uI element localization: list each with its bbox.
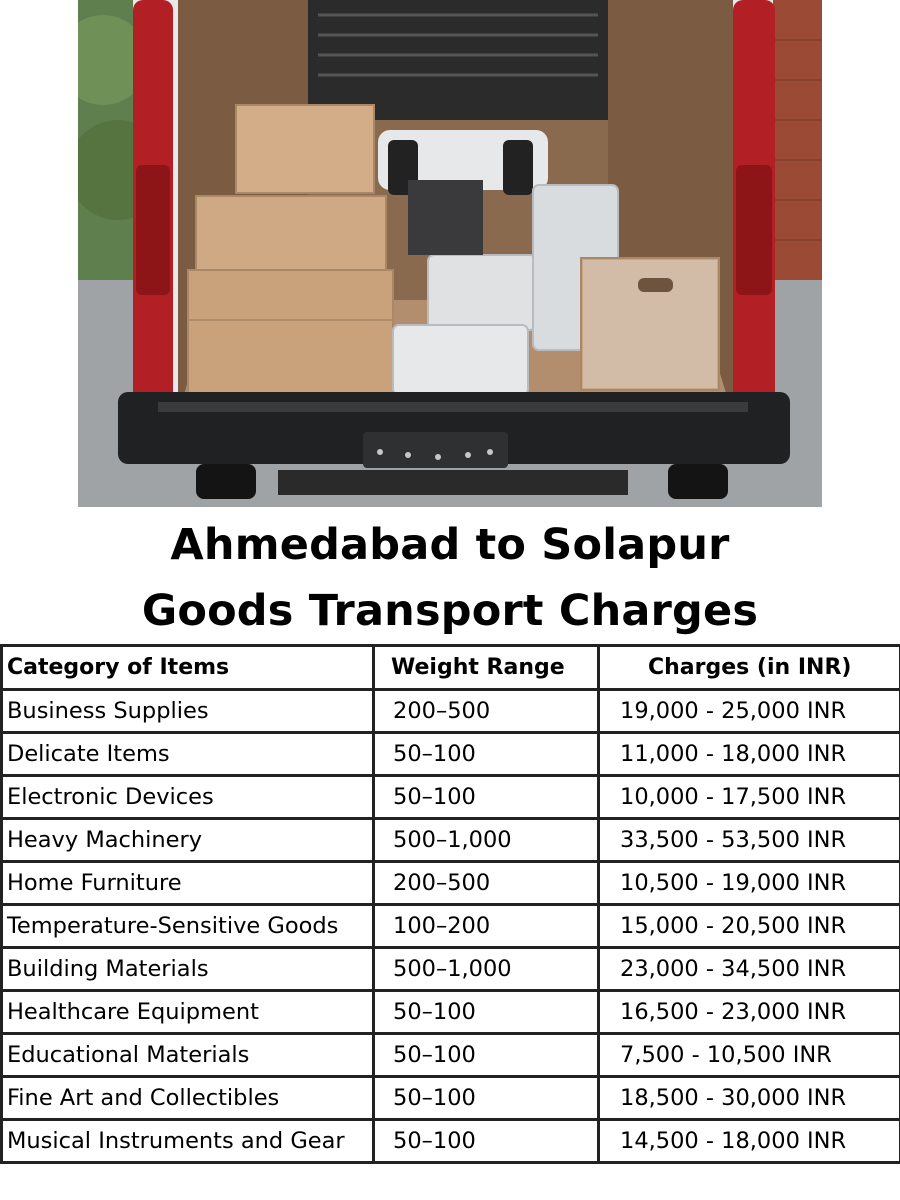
cell-weight-range: 50–100 bbox=[374, 1077, 599, 1120]
header-category: Category of Items bbox=[2, 646, 374, 690]
cell-charges: 10,000 - 17,500 INR bbox=[599, 776, 900, 819]
cell-charges: 11,000 - 18,000 INR bbox=[599, 733, 900, 776]
table-row bbox=[2, 1077, 900, 1120]
cell-weight-range: 100–200 bbox=[374, 905, 599, 948]
brick-wall bbox=[768, 0, 822, 300]
title-line-1: Ahmedabad to Solapur bbox=[170, 520, 730, 570]
cell-category: Heavy Machinery bbox=[2, 819, 374, 862]
cell-weight-range: 500–1,000 bbox=[374, 819, 599, 862]
van-cargo-icon bbox=[78, 0, 822, 507]
box-top bbox=[236, 105, 374, 193]
table-row bbox=[2, 905, 900, 948]
transport-charges-table bbox=[0, 644, 900, 1164]
cell-category: Musical Instruments and Gear bbox=[2, 1120, 374, 1163]
cell-weight-range: 500–1,000 bbox=[374, 948, 599, 991]
cell-charges: 33,500 - 53,500 INR bbox=[599, 819, 900, 862]
cell-category: Delicate Items bbox=[2, 733, 374, 776]
cell-charges: 10,500 - 19,000 INR bbox=[599, 862, 900, 905]
wrapped-package bbox=[428, 255, 536, 330]
page-title bbox=[0, 512, 900, 644]
cell-weight-range: 200–500 bbox=[374, 690, 599, 733]
cell-weight-range: 50–100 bbox=[374, 991, 599, 1034]
cell-weight-range: 50–100 bbox=[374, 1034, 599, 1077]
cell-charges: 18,500 - 30,000 INR bbox=[599, 1077, 900, 1120]
cell-weight-range: 50–100 bbox=[374, 733, 599, 776]
title-line-2: Goods Transport Charges bbox=[141, 586, 759, 636]
box-bottom bbox=[188, 270, 393, 400]
cell-charges: 14,500 - 18,000 INR bbox=[599, 1120, 900, 1163]
table-row bbox=[2, 991, 900, 1034]
cell-charges: 15,000 - 20,500 INR bbox=[599, 905, 900, 948]
table-row bbox=[2, 690, 900, 733]
table-row bbox=[2, 1120, 900, 1163]
table-header-row bbox=[2, 646, 900, 690]
cell-category: Building Materials bbox=[2, 948, 374, 991]
box-middle bbox=[196, 196, 386, 280]
table-row bbox=[2, 1034, 900, 1077]
header-weight-range: Weight Range bbox=[374, 646, 599, 690]
cell-category: Fine Art and Collectibles bbox=[2, 1077, 374, 1120]
table-row bbox=[2, 819, 900, 862]
cell-category: Temperature-Sensitive Goods bbox=[2, 905, 374, 948]
cell-category: Business Supplies bbox=[2, 690, 374, 733]
cell-charges: 7,500 - 10,500 INR bbox=[599, 1034, 900, 1077]
cell-category: Home Furniture bbox=[2, 862, 374, 905]
table-row bbox=[2, 733, 900, 776]
cell-category: Educational Materials bbox=[2, 1034, 374, 1077]
cell-weight-range: 50–100 bbox=[374, 1120, 599, 1163]
table-row bbox=[2, 948, 900, 991]
cell-charges: 16,500 - 23,000 INR bbox=[599, 991, 900, 1034]
van-cargo-photo bbox=[78, 0, 822, 507]
cell-charges: 19,000 - 25,000 INR bbox=[599, 690, 900, 733]
cell-category: Electronic Devices bbox=[2, 776, 374, 819]
cell-category: Healthcare Equipment bbox=[2, 991, 374, 1034]
header-charges: Charges (in INR) bbox=[599, 646, 900, 690]
cell-weight-range: 50–100 bbox=[374, 776, 599, 819]
cell-charges: 23,000 - 34,500 INR bbox=[599, 948, 900, 991]
table-row bbox=[2, 862, 900, 905]
cell-weight-range: 200–500 bbox=[374, 862, 599, 905]
table-row bbox=[2, 776, 900, 819]
license-plate-mount bbox=[363, 432, 508, 468]
